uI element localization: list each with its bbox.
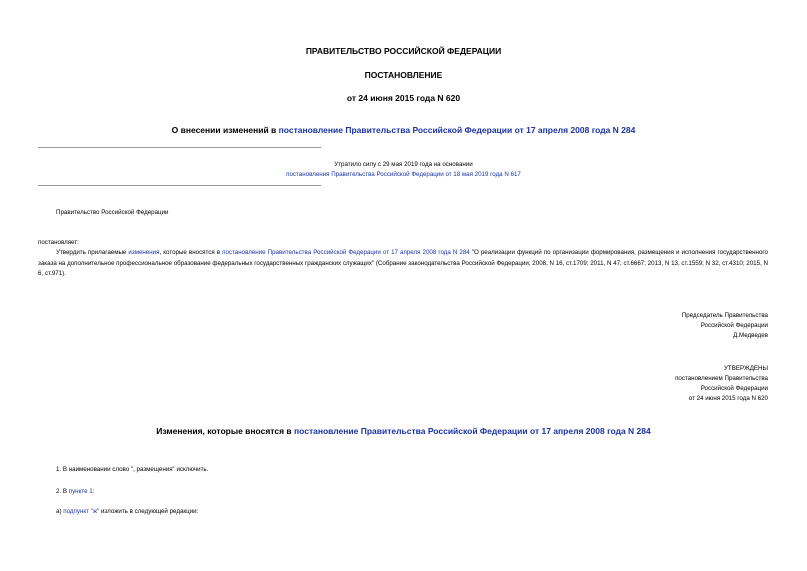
approval-line3: Российской Федерации: [700, 385, 768, 392]
change-item-a-prefix: а): [56, 508, 64, 515]
subclause-zh-link[interactable]: подпункт "ж": [63, 508, 100, 515]
changes-title-text: Изменения, которые вносятся в: [156, 426, 294, 436]
main-paragraph-rest: "О реализации функций по организации формирования, размещения и исполнения государственного заказа на дополнительное профессиональное образование федеральных государственных гражданских служащих" (Собрание законодательства Российской Федерации, 2008, N 16, ст.1709; 2011, N 47, ст.6667; 2013, N 13, ст.1559; N 32, ст.4310; 2015, N 6, ст.971).: [38, 249, 768, 277]
approval-line4: от 24 июня 2015 года N 620: [688, 395, 768, 402]
change-item-2-prefix: 2. В: [56, 488, 69, 495]
divider-top: [38, 147, 321, 148]
issuer-text: Правительство Российской Федерации: [56, 209, 169, 216]
document-title-text: О внесении изменений в: [171, 125, 279, 135]
change-item-1: 1. В наименовании слово ", размещения" исключить.: [56, 466, 209, 473]
main-paragraph-lead: Утвердить прилагаемые: [56, 249, 129, 256]
approval-line2: постановлением Правительства: [675, 375, 768, 382]
changes-title: [0, 426, 807, 436]
changes-title-link[interactable]: постановление Правительства Российской Федерации от 17 апреля 2008 года N 284: [294, 426, 651, 436]
decrees-text: постановляет:: [38, 239, 79, 246]
signature-position: Председатель Правительства: [681, 312, 768, 319]
main-paragraph-mid: , которые вносятся в: [159, 249, 223, 256]
document-type-heading: ПОСТАНОВЛЕНИЕ: [364, 70, 443, 80]
resolution-284-link[interactable]: постановление Правительства Российской Федерации от 17 апреля 2008 года N 284: [222, 249, 470, 256]
approval-heading: УТВЕРЖДЕНЫ: [724, 365, 768, 372]
changes-link[interactable]: изменения: [128, 249, 160, 256]
document-title-link[interactable]: постановление Правительства Российской Федерации от 17 апреля 2008 года N 284: [278, 125, 636, 135]
document-title: [0, 125, 807, 135]
signature-organization: Российской Федерации: [700, 322, 768, 329]
change-item-a: [56, 508, 198, 515]
change-item-a-suffix: изложить в следующей редакции:: [99, 508, 199, 515]
signature-name: Д.Медведев: [733, 332, 768, 339]
status-note-link[interactable]: постановления Правительства Российской Федерации от 18 мая 2019 года N 617: [286, 171, 521, 178]
divider-bottom: [38, 185, 321, 186]
status-note-line1: Утратило силу с 29 мая 2019 года на основании: [334, 161, 473, 168]
change-item-2-suffix: :: [92, 488, 95, 495]
change-item-2: [56, 488, 94, 495]
document-date-number: от 24 июня 2015 года N 620: [346, 93, 461, 103]
main-paragraph: [38, 248, 768, 280]
clause-1-link[interactable]: пункте 1: [68, 488, 93, 495]
government-heading: ПРАВИТЕЛЬСТВО РОССИЙСКОЙ ФЕДЕРАЦИИ: [305, 46, 502, 56]
